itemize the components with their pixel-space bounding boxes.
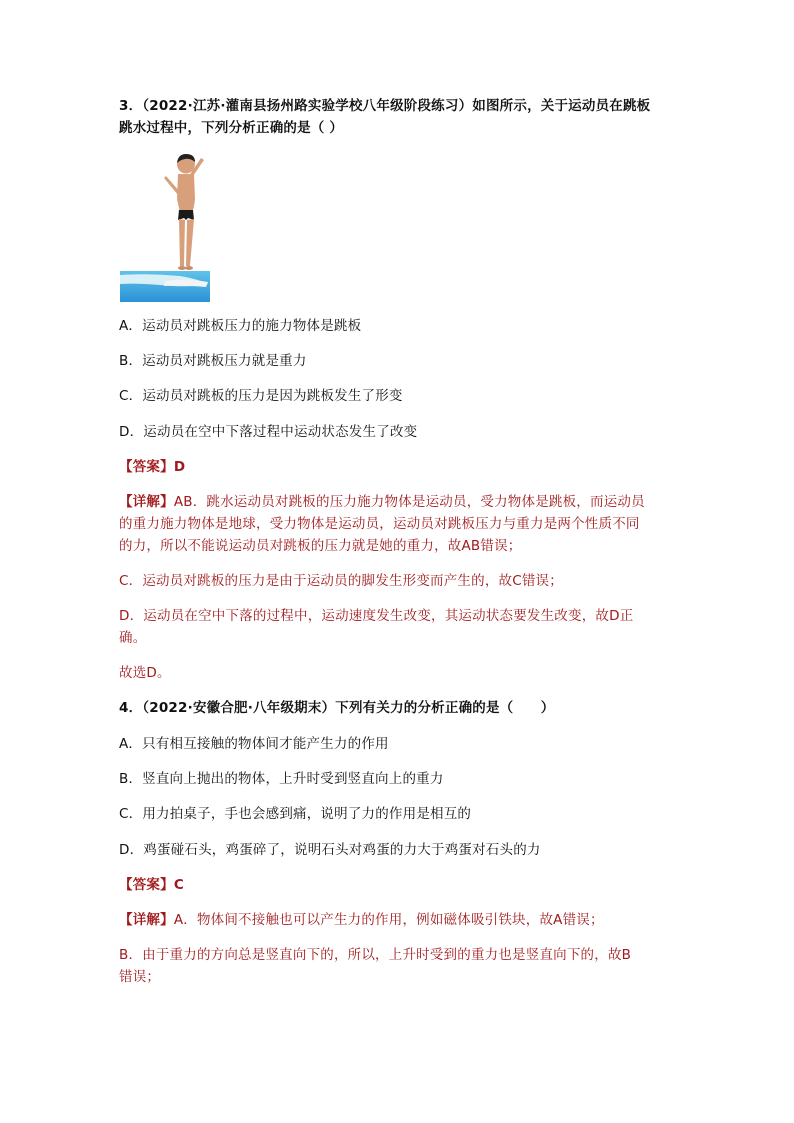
q4-option-c: C．用力拍桌子，手也会感到痛，说明了力的作用是相互的 bbox=[119, 806, 472, 822]
q4-answer-value: C bbox=[173, 877, 184, 893]
q3-conclusion: 故选D。 bbox=[119, 665, 171, 681]
q3-detail-line-4: C．运动员对跳板的压力是由于运动员的脚发生形变而产生的，故C错误； bbox=[119, 573, 563, 589]
q4-stem-line-1: 4．（2022·安徽合肥·八年级期末）下列有关力的分析正确的是（ ） bbox=[119, 700, 555, 716]
q3-answer-tag: 【答案】 bbox=[119, 459, 174, 475]
q3-detail-line-6: 确。 bbox=[119, 630, 147, 646]
q4-detail-line-3: 错误； bbox=[119, 969, 161, 985]
q3-option-d: D．运动员在空中下落过程中运动状态发生了改变 bbox=[119, 424, 418, 440]
q3-detail-line-3: 的力，所以不能说运动员对跳板的压力就是她的重力，故AB错误； bbox=[119, 538, 522, 554]
q4-answer-tag: 【答案】 bbox=[119, 877, 174, 893]
q4-option-a: A．只有相互接触的物体间才能产生力的作用 bbox=[119, 736, 389, 752]
q4-answer bbox=[119, 874, 184, 896]
q3-option-c: C．运动员对跳板的压力是因为跳板发生了形变 bbox=[119, 388, 403, 404]
q3-stem-line-2: 跳水过程中，下列分析正确的是（ ） bbox=[119, 120, 344, 136]
q3-detail-line-5: D．运动员在空中下落的过程中，运动速度发生改变，其运动状态要发生改变，故D正 bbox=[119, 608, 634, 624]
q4-detail-line-2: B．由于重力的方向总是竖直向下的，所以，上升时受到的重力也是竖直向下的，故B bbox=[119, 947, 632, 963]
q3-detail-text-1: AB．跳水运动员对跳板的压力施力物体是运动员，受力物体是跳板，而运动员 bbox=[173, 494, 645, 510]
q3-option-a: A．运动员对跳板压力的施力物体是跳板 bbox=[119, 318, 362, 334]
q3-stem-line-1: 3．（2022·江苏·灌南县扬州路实验学校八年级阶段练习）如图所示，关于运动员在跳板 bbox=[119, 98, 651, 114]
q4-option-d: D．鸡蛋碰石头，鸡蛋碎了，说明石头对鸡蛋的力大于鸡蛋对石头的力 bbox=[119, 842, 541, 858]
q4-detail-text-1: A．物体间不接触也可以产生力的作用，例如磁体吸引铁块，故A错误； bbox=[173, 912, 604, 928]
q3-option-b: B．运动员对跳板压力就是重力 bbox=[119, 353, 307, 369]
q4-detail-line-1 bbox=[119, 909, 604, 931]
q3-detail-line-2: 的重力施力物体是地球，受力物体是运动员，运动员对跳板压力与重力是两个性质不同 bbox=[119, 516, 640, 532]
q4-detail-tag: 【详解】 bbox=[119, 912, 174, 928]
q3-detail-tag: 【详解】 bbox=[119, 494, 174, 510]
q3-answer-value: D bbox=[173, 459, 186, 475]
q3-answer bbox=[119, 456, 185, 478]
diver-illustration bbox=[120, 154, 210, 302]
q4-option-b: B．竖直向上抛出的物体，上升时受到竖直向上的重力 bbox=[119, 771, 444, 787]
q3-detail-line-1 bbox=[119, 491, 645, 513]
